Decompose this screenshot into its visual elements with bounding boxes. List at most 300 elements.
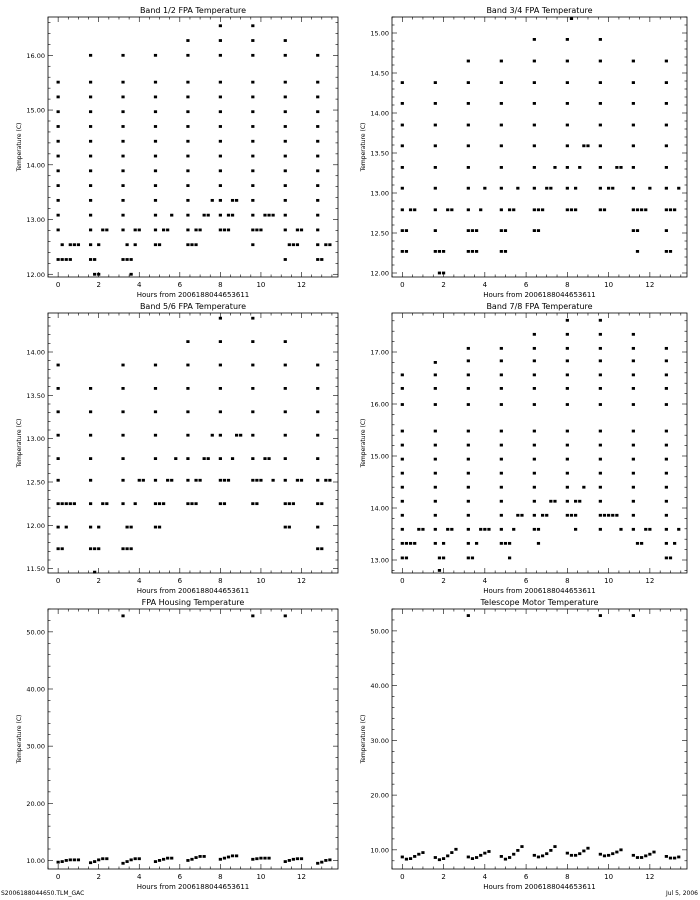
band-56-data-point [57, 479, 60, 482]
band-56-data-point [154, 457, 157, 460]
fpa-housing-data-point [251, 858, 254, 861]
footer-date-label: Jul 5, 2006 [665, 890, 698, 897]
band-78-data-point [632, 514, 635, 517]
band-12-data-point [284, 54, 287, 57]
band-12-data-point [251, 214, 254, 217]
band-56-data-point [170, 479, 173, 482]
band-12-data-point [57, 155, 60, 158]
band-12-data-point [89, 140, 92, 143]
band-12-data-point [73, 243, 76, 246]
band-78-data-point [632, 403, 635, 406]
band-12-data-point [316, 140, 319, 143]
fpa-housing-data-point [121, 614, 124, 617]
band-78-data-point [632, 373, 635, 376]
band-34-data-point [566, 124, 569, 127]
band-56-data-point [97, 547, 100, 550]
band-34-data-point [599, 166, 602, 169]
band-12-data-point [251, 24, 254, 27]
band-56-data-point [89, 434, 92, 437]
band-78-title: Band 7/8 FPA Temperature [486, 302, 593, 311]
band-56-data-point [57, 364, 60, 367]
band-78-data-point [434, 444, 437, 447]
band-34-data-point [434, 229, 437, 232]
band-56-data-point [121, 547, 124, 550]
band-12-data-point [105, 229, 108, 232]
band-12-data-point [186, 110, 189, 113]
band-78-y-tick-label: 16.00 [370, 400, 389, 409]
band-12-data-point [316, 229, 319, 232]
band-78-data-point [434, 514, 437, 517]
band-34-data-point [665, 229, 668, 232]
band-78-x-tick-label: 4 [482, 577, 488, 585]
band-56-y-tick-label: 12.50 [26, 478, 45, 487]
band-78-data-point [574, 514, 577, 517]
band-12-data-point [186, 140, 189, 143]
band-78-data-point [632, 486, 635, 489]
telescope-motor-chart [360, 598, 687, 891]
telescope-motor-data-point [516, 849, 519, 852]
fpa-housing-x-tick-label: 6 [177, 873, 183, 881]
band-12-data-point [154, 140, 157, 143]
band-12-data-point [227, 229, 230, 232]
band-12-data-point [57, 258, 60, 261]
band-56-data-point [93, 547, 96, 550]
telescope-motor-y-tick-label: 10.00 [370, 846, 389, 855]
band-12-data-point [296, 229, 299, 232]
band-56-data-point [211, 434, 214, 437]
band-12-data-point [284, 155, 287, 158]
band-34-data-point [471, 229, 474, 232]
band-12-data-point [121, 96, 124, 99]
telescope-motor-data-point [553, 845, 556, 848]
band-56-x-tick-label: 10 [256, 577, 266, 585]
band-56-data-point [284, 364, 287, 367]
band-34-data-point [500, 166, 503, 169]
footer-file-label: S2006188044650.TLM_GAC [1, 890, 85, 897]
band-78-data-point [500, 458, 503, 461]
band-78-data-point [438, 569, 441, 572]
band-34-data-point [570, 17, 573, 20]
band-56-data-point [57, 526, 60, 529]
band-12-x-tick-label: 2 [96, 281, 101, 289]
band-34-data-point [599, 81, 602, 84]
band-78-data-point [405, 542, 408, 545]
band-12-data-point [284, 229, 287, 232]
band-78-data-point [644, 528, 647, 531]
band-78-data-point [533, 472, 536, 475]
telescope-motor-data-point [636, 856, 639, 859]
band-78-data-point [442, 542, 445, 545]
telescope-motor-data-point [578, 852, 581, 855]
fpa-housing-data-point [158, 859, 161, 862]
band-78-data-point [434, 430, 437, 433]
band-34-title: Band 3/4 FPA Temperature [486, 6, 593, 15]
band-56-data-point [223, 502, 226, 505]
band-34-data-point [582, 144, 585, 147]
band-78-data-point [446, 528, 449, 531]
band-12-data-point [186, 81, 189, 84]
band-78-data-point [599, 387, 602, 390]
band-12-data-point [194, 229, 197, 232]
band-34-data-point [545, 187, 548, 190]
band-12-x-axis-label: Hours from 2006188044653611 [136, 291, 250, 299]
band-34-data-point [603, 208, 606, 211]
telescope-motor-data-point [607, 854, 610, 857]
band-12-data-point [186, 96, 189, 99]
band-56-data-point [324, 479, 327, 482]
band-12-data-point [190, 243, 193, 246]
telescope-motor-y-tick-label: 20.00 [370, 791, 389, 800]
fpa-housing-data-point [89, 861, 92, 864]
fpa-housing-data-point [57, 861, 60, 864]
band-78-data-point [632, 430, 635, 433]
band-12-data-point [251, 54, 254, 57]
band-34-data-point [566, 166, 569, 169]
band-34-data-point [566, 187, 569, 190]
band-56-data-point [89, 410, 92, 413]
band-56-data-point [284, 340, 287, 343]
telescope-motor-data-points [401, 614, 681, 861]
band-12-data-point [259, 229, 262, 232]
band-56-data-point [69, 502, 72, 505]
band-78-data-points [401, 319, 681, 572]
band-34-data-point [533, 60, 536, 63]
band-12-data-point [219, 125, 222, 128]
band-56-y-tick-label: 13.00 [26, 435, 45, 444]
band-12-data-point [69, 243, 72, 246]
band-12-data-point [186, 155, 189, 158]
telescope-motor-y-tick-label: 30.00 [370, 736, 389, 745]
band-34-data-point [533, 208, 536, 211]
band-56-y-tick-label: 13.50 [26, 391, 45, 400]
band-56-data-point [219, 317, 222, 320]
telescope-motor-data-point [471, 857, 474, 860]
band-34-data-point [438, 272, 441, 275]
telescope-motor-data-point [417, 853, 420, 856]
band-34-data-point [434, 208, 437, 211]
band-12-data-point [284, 125, 287, 128]
band-56-data-point [57, 434, 60, 437]
telescope-motor-data-point [570, 854, 573, 857]
band-78-data-point [665, 472, 668, 475]
band-12-data-point [121, 169, 124, 172]
band-78-data-point [632, 347, 635, 350]
band-56-data-point [267, 457, 270, 460]
band-12-data-point [138, 229, 141, 232]
band-56-data-point [194, 479, 197, 482]
band-12-data-point [251, 155, 254, 158]
band-56-data-point [89, 479, 92, 482]
band-12-data-point [57, 184, 60, 187]
band-34-data-point [475, 250, 478, 253]
band-78-data-point [467, 387, 470, 390]
band-56-data-point [154, 410, 157, 413]
band-12-data-point [121, 155, 124, 158]
band-56-data-point [154, 479, 157, 482]
band-56-data-point [186, 457, 189, 460]
band-78-data-point [669, 557, 672, 560]
band-12-data-point [320, 258, 323, 261]
band-78-data-point [500, 444, 503, 447]
band-34-data-point [467, 124, 470, 127]
band-56-data-point [239, 434, 242, 437]
band-12-data-point [154, 96, 157, 99]
band-78-data-point [500, 472, 503, 475]
band-12-data-point [57, 96, 60, 99]
band-78-data-point [533, 430, 536, 433]
band-12-data-point [101, 229, 104, 232]
telescope-motor-data-point [438, 858, 441, 861]
fpa-housing-data-point [198, 855, 201, 858]
band-12-data-point [121, 184, 124, 187]
band-12-data-point [219, 54, 222, 57]
band-12-data-point [121, 54, 124, 57]
band-34-data-point [401, 166, 404, 169]
band-12-data-point [97, 243, 100, 246]
band-56-data-point [231, 457, 234, 460]
band-56-data-point [320, 502, 323, 505]
band-34-y-tick-label: 14.50 [370, 69, 389, 78]
band-78-data-point [665, 486, 668, 489]
band-56-data-point [284, 526, 287, 529]
band-78-data-point [533, 347, 536, 350]
band-56-data-point [316, 457, 319, 460]
band-12-data-point [130, 273, 133, 276]
fpa-housing-x-tick-label: 8 [218, 873, 223, 881]
band-56-data-point [97, 526, 100, 529]
band-78-data-point [553, 500, 556, 503]
band-34-data-point [434, 166, 437, 169]
fpa-housing-y-tick-label: 40.00 [26, 685, 45, 694]
band-34-data-point [574, 208, 577, 211]
band-78-data-point [516, 514, 519, 517]
band-12-data-point [251, 199, 254, 202]
band-56-data-point [61, 502, 64, 505]
band-34-data-point [516, 187, 519, 190]
band-34-data-point [607, 187, 610, 190]
band-78-data-point [599, 514, 602, 517]
telescope-motor-data-point [549, 849, 552, 852]
band-34-data-point [500, 208, 503, 211]
band-56-data-point [121, 457, 124, 460]
band-78-data-point [632, 458, 635, 461]
band-12-data-point [251, 140, 254, 143]
band-78-data-point [467, 430, 470, 433]
band-12-data-point [288, 243, 291, 246]
band-34-data-point [566, 81, 569, 84]
band-34-data-point [483, 187, 486, 190]
band-12-data-point [211, 199, 214, 202]
band-34-data-point [442, 250, 445, 253]
band-12-data-point [89, 258, 92, 261]
band-78-data-point [665, 458, 668, 461]
band-78-data-point [582, 486, 585, 489]
fpa-housing-data-point [219, 858, 222, 861]
band-56-data-point [57, 457, 60, 460]
band-12-data-point [219, 39, 222, 42]
band-12-data-point [186, 199, 189, 202]
fpa-housing-data-point [69, 858, 72, 861]
band-12-data-point [316, 243, 319, 246]
band-78-data-point [475, 542, 478, 545]
band-12-data-point [97, 273, 100, 276]
band-78-data-point [566, 387, 569, 390]
band-34-data-point [533, 81, 536, 84]
band-78-data-point [434, 528, 437, 531]
band-34-data-point [434, 124, 437, 127]
band-34-data-point [500, 60, 503, 63]
band-12-x-tick-label: 6 [177, 281, 183, 289]
telescope-motor-data-point [619, 848, 622, 851]
fpa-housing-data-point [251, 614, 254, 617]
fpa-housing-x-tick-label: 2 [96, 873, 101, 881]
band-34-data-point [648, 187, 651, 190]
band-12-data-point [125, 243, 128, 246]
band-12-data-point [154, 54, 157, 57]
band-12-data-point [89, 229, 92, 232]
band-12-data-point [300, 229, 303, 232]
band-56-data-point [219, 387, 222, 390]
band-34-data-point [434, 250, 437, 253]
band-78-data-point [479, 528, 482, 531]
band-78-data-point [566, 486, 569, 489]
telescope-motor-data-point [475, 856, 478, 859]
band-78-data-point [500, 359, 503, 362]
band-12-data-point [89, 199, 92, 202]
band-56-data-point [292, 502, 295, 505]
band-78-data-point [632, 333, 635, 336]
band-34-data-point [401, 144, 404, 147]
band-78-x-tick-label: 6 [523, 577, 529, 585]
band-56-data-point [89, 457, 92, 460]
band-78-data-point [500, 403, 503, 406]
band-12-data-point [219, 155, 222, 158]
band-12-y-tick-label: 14.00 [26, 161, 45, 170]
band-12-x-tick-label: 8 [218, 281, 223, 289]
band-34-data-point [665, 187, 668, 190]
band-78-data-point [434, 403, 437, 406]
telescope-motor-data-point [603, 854, 606, 857]
band-78-x-tick-label: 10 [604, 577, 614, 585]
fpa-housing-data-point [105, 857, 108, 860]
band-12-data-point [186, 125, 189, 128]
band-78-data-point [648, 528, 651, 531]
band-34-data-point [533, 102, 536, 105]
band-78-data-point [599, 458, 602, 461]
fpa-housing-x-axis-label: Hours from 2006188044653611 [136, 883, 250, 891]
band-34-data-point [537, 229, 540, 232]
band-56-data-point [130, 547, 133, 550]
band-12-data-point [284, 184, 287, 187]
telescope-motor-data-point [632, 614, 635, 617]
band-12-data-point [284, 96, 287, 99]
band-78-data-point [483, 528, 486, 531]
band-56-data-point [89, 526, 92, 529]
band-56-data-point [121, 502, 124, 505]
telescope-motor-data-point [648, 853, 651, 856]
band-78-data-point [500, 373, 503, 376]
band-12-data-point [219, 140, 222, 143]
band-78-data-point [599, 373, 602, 376]
band-12-data-point [263, 214, 266, 217]
band-12-data-point [130, 258, 133, 261]
fpa-housing-data-point [263, 857, 266, 860]
band-56-data-point [101, 502, 104, 505]
band-56-data-point [284, 410, 287, 413]
band-34-data-point [665, 144, 668, 147]
telescope-motor-data-point [512, 853, 515, 856]
band-56-data-point [284, 479, 287, 482]
fpa-housing-data-point [154, 860, 157, 863]
band-78-data-point [533, 514, 536, 517]
telescope-motor-x-tick-label: 2 [441, 873, 446, 881]
band-78-data-point [566, 514, 569, 517]
band-78-data-point [566, 458, 569, 461]
band-56-y-tick-label: 12.00 [26, 521, 45, 530]
band-78-data-point [434, 458, 437, 461]
band-78-data-point [434, 486, 437, 489]
band-12-data-point [154, 110, 157, 113]
fpa-housing-data-point [235, 854, 238, 857]
fpa-housing-data-point [288, 859, 291, 862]
band-12-data-point [93, 273, 96, 276]
band-12-data-point [251, 39, 254, 42]
band-12-data-point [284, 214, 287, 217]
telescope-motor-data-point [450, 851, 453, 854]
fpa-housing-title: FPA Housing Temperature [141, 598, 245, 607]
fpa-housing-data-point [203, 855, 206, 858]
telescope-motor-data-point [566, 852, 569, 855]
band-12-data-point [69, 258, 72, 261]
telescope-motor-data-point [673, 857, 676, 860]
band-34-data-point [450, 208, 453, 211]
band-34-data-point [636, 229, 639, 232]
band-78-data-point [566, 430, 569, 433]
band-78-data-point [665, 403, 668, 406]
fpa-housing-x-tick-label: 10 [256, 873, 266, 881]
band-12-data-point [255, 229, 258, 232]
telescope-motor-data-point [582, 850, 585, 853]
fpa-housing-data-point [138, 857, 141, 860]
band-34-data-point [413, 208, 416, 211]
band-78-data-point [467, 403, 470, 406]
band-56-data-point [251, 364, 254, 367]
band-34-data-point [665, 60, 668, 63]
band-34-x-tick-label: 10 [604, 281, 614, 289]
telescope-motor-x-tick-label: 8 [565, 873, 570, 881]
band-12-data-point [231, 214, 234, 217]
telescope-motor-data-point [479, 854, 482, 857]
band-56-data-point [166, 479, 169, 482]
band-34-data-point [533, 229, 536, 232]
telescope-motor-data-point [586, 847, 589, 850]
band-56-data-points [57, 317, 332, 574]
band-12-data-point [219, 110, 222, 113]
band-78-data-point [401, 373, 404, 376]
telescope-motor-x-tick-label: 10 [604, 873, 614, 881]
band-34-x-tick-label: 12 [645, 281, 655, 289]
telescope-motor-data-point [487, 850, 490, 853]
band-78-y-axis-label: Temperature (C) [360, 418, 367, 468]
band-78-data-point [434, 500, 437, 503]
band-12-data-point [251, 229, 254, 232]
band-34-data-point [467, 229, 470, 232]
band-34-data-point [673, 208, 676, 211]
band-78-data-point [541, 514, 544, 517]
band-56-data-point [57, 387, 60, 390]
band-34-data-point [401, 250, 404, 253]
band-34-data-point [640, 208, 643, 211]
